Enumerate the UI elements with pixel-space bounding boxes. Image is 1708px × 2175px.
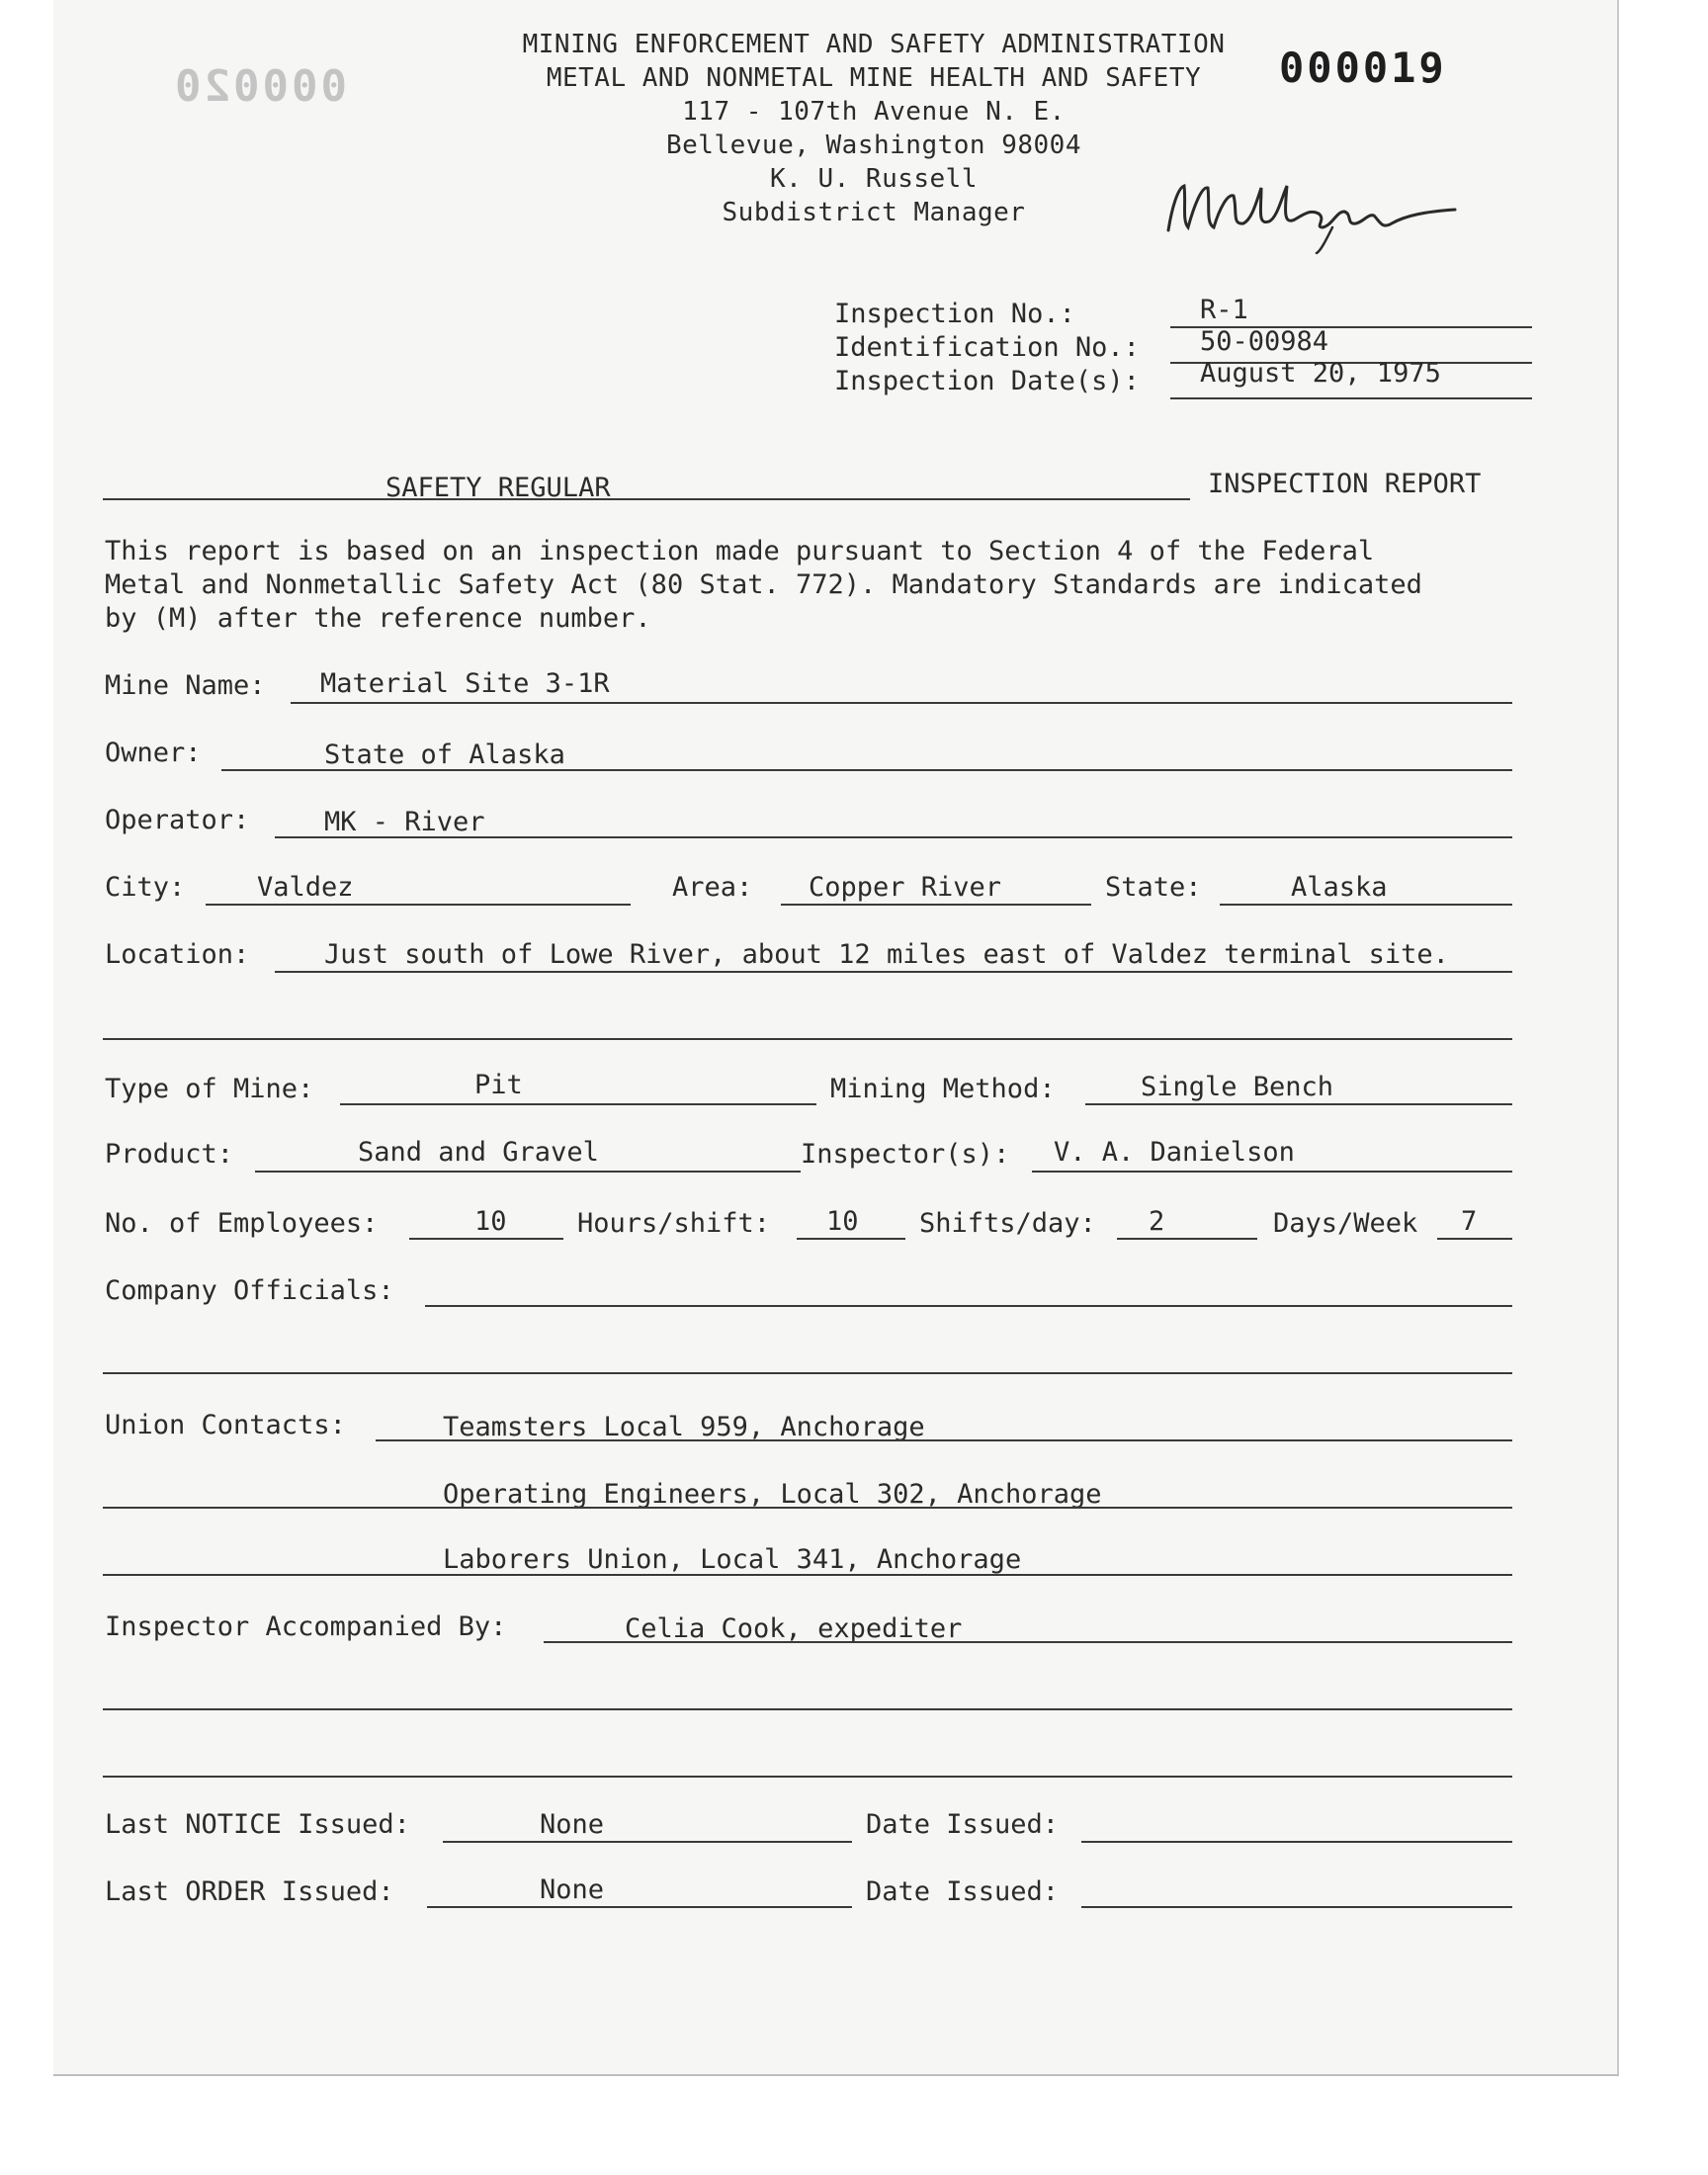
accompanied-value: Celia Cook, expediter (625, 1613, 963, 1644)
union-contact-1: Teamsters Local 959, Anchorage (443, 1412, 925, 1442)
product-label: Product: (105, 1139, 234, 1170)
type-of-mine-value: Pit (474, 1070, 523, 1100)
area-label: Area: (672, 872, 753, 903)
hours-value: 10 (826, 1206, 859, 1237)
union-underline-3 (103, 1574, 1512, 1576)
inspectors-value: V. A. Danielson (1054, 1137, 1295, 1168)
order-underline (427, 1906, 852, 1908)
state-label: State: (1105, 872, 1202, 903)
accompanied-label: Inspector Accompanied By: (105, 1611, 507, 1642)
page-stamp: 000019 (1279, 44, 1447, 92)
owner-value: State of Alaska (324, 740, 565, 770)
product-value: Sand and Gravel (358, 1137, 599, 1168)
location-value: Just south of Lowe River, about 12 miles east of Valdez terminal site. (324, 939, 1449, 970)
inspection-date-label: Inspection Date(s): (834, 366, 1140, 396)
type-of-mine-underline (340, 1103, 816, 1105)
mining-method-value: Single Bench (1141, 1072, 1334, 1102)
identification-no-label: Identification No.: (834, 332, 1140, 363)
union-contact-2: Operating Engineers, Local 302, Anchorage (443, 1479, 1102, 1510)
product-underline (255, 1171, 801, 1173)
operator-value: MK - River (324, 807, 485, 837)
union-label: Union Contacts: (105, 1410, 346, 1440)
mine-name-label: Mine Name: (105, 670, 266, 701)
area-underline (781, 904, 1091, 906)
hours-label: Hours/shift: (577, 1208, 771, 1239)
inspection-date-value: August 20, 1975 (1200, 358, 1441, 389)
operator-label: Operator: (105, 805, 250, 835)
inspectors-underline (1032, 1171, 1512, 1173)
location-underline-2 (103, 1038, 1512, 1040)
days-value: 7 (1461, 1206, 1478, 1237)
hours-underline (797, 1238, 905, 1240)
notice-label: Last NOTICE Issued: (105, 1809, 410, 1840)
days-label: Days/Week (1273, 1208, 1418, 1239)
employees-underline (409, 1238, 563, 1240)
notice-underline (443, 1841, 852, 1843)
order-value: None (540, 1874, 605, 1905)
order-date-underline (1081, 1906, 1512, 1908)
notice-value: None (540, 1809, 605, 1840)
inspection-no-value: R-1 (1200, 295, 1248, 325)
mine-name-underline (291, 702, 1512, 704)
header-address: 117 - 107th Avenue N. E. (682, 97, 1066, 127)
report-type-underline (103, 498, 1190, 500)
city-value: Valdez (257, 872, 354, 903)
type-of-mine-label: Type of Mine: (105, 1074, 314, 1104)
employees-label: No. of Employees: (105, 1208, 379, 1239)
order-label: Last ORDER Issued: (105, 1876, 394, 1907)
intro-line-3: by (M) after the reference number. (105, 603, 651, 634)
city-underline (206, 904, 631, 906)
area-value: Copper River (809, 872, 1002, 903)
mining-method-underline (1085, 1103, 1512, 1105)
accompanied-underline-3 (103, 1776, 1512, 1778)
mining-method-label: Mining Method: (830, 1074, 1056, 1104)
inspection-no-label: Inspection No.: (834, 299, 1075, 329)
header-city: Bellevue, Washington 98004 (666, 130, 1081, 160)
city-label: City: (105, 872, 186, 903)
officials-label: Company Officials: (105, 1275, 394, 1306)
inspectors-label: Inspector(s): (801, 1139, 1010, 1170)
signature (1158, 166, 1485, 255)
report-type: SAFETY REGULAR (385, 473, 611, 503)
days-underline (1437, 1238, 1512, 1240)
union-contact-3: Laborers Union, Local 341, Anchorage (443, 1544, 1022, 1575)
state-underline (1220, 904, 1512, 906)
report-title: INSPECTION REPORT (1208, 469, 1482, 499)
accompanied-underline-2 (103, 1708, 1512, 1710)
operator-underline (275, 836, 1512, 838)
document-page (53, 0, 1619, 2076)
union-underline-1 (376, 1439, 1512, 1441)
mine-name-value: Material Site 3-1R (320, 668, 610, 699)
inspection-date-underline (1170, 397, 1532, 399)
accompanied-underline (544, 1641, 1512, 1643)
shifts-underline (1117, 1238, 1257, 1240)
owner-label: Owner: (105, 738, 202, 768)
state-value: Alaska (1291, 872, 1388, 903)
mirrored-page-stamp: 000020 (172, 61, 347, 112)
order-date-label: Date Issued: (866, 1876, 1060, 1907)
employees-value: 10 (474, 1206, 507, 1237)
owner-underline (221, 769, 1512, 771)
shifts-label: Shifts/day: (919, 1208, 1096, 1239)
notice-date-label: Date Issued: (866, 1809, 1060, 1840)
officials-underline-2 (103, 1372, 1512, 1374)
header-agency: MINING ENFORCEMENT AND SAFETY ADMINISTRATION (522, 30, 1226, 59)
intro-line-1: This report is based on an inspection made pursuant to Section 4 of the Federal (105, 536, 1375, 566)
location-underline (275, 971, 1512, 973)
location-label: Location: (105, 939, 250, 970)
shifts-value: 2 (1149, 1206, 1165, 1237)
notice-date-underline (1081, 1841, 1512, 1843)
officials-underline (425, 1305, 1512, 1307)
intro-line-2: Metal and Nonmetallic Safety Act (80 Stat. 772). Mandatory Standards are indicated (105, 569, 1422, 600)
header-division: METAL AND NONMETAL MINE HEALTH AND SAFETY (546, 63, 1202, 93)
header-manager-name: K. U. Russell (770, 164, 978, 194)
identification-no-value: 50-00984 (1200, 326, 1329, 357)
header-manager-title: Subdistrict Manager (722, 198, 1026, 227)
union-underline-2 (103, 1507, 1512, 1509)
